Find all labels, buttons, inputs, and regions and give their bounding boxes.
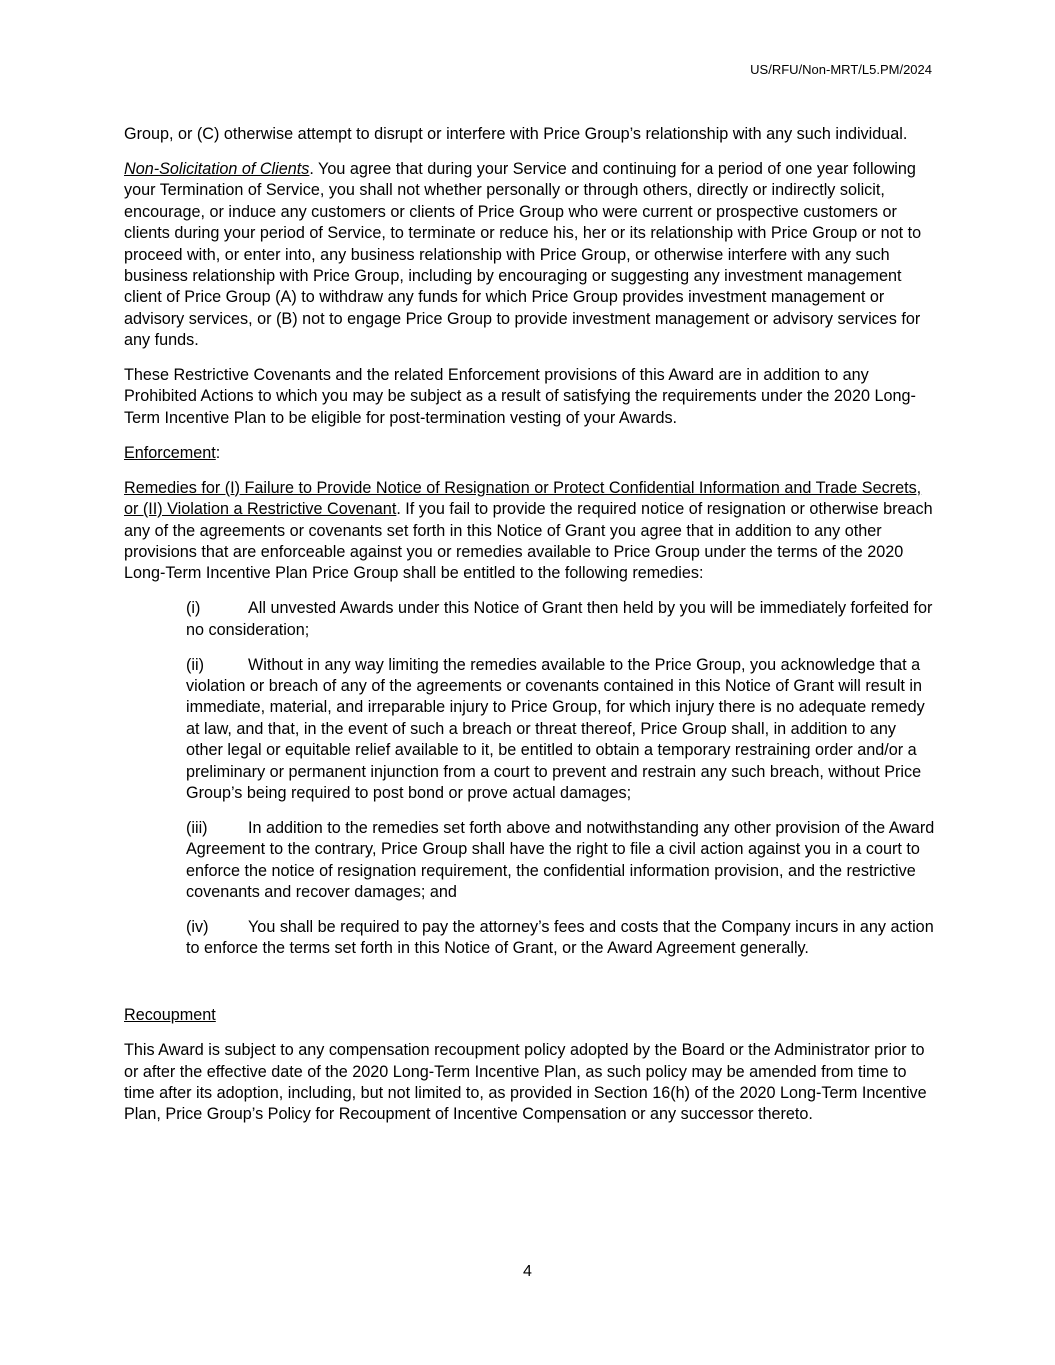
heading-enforcement: Enforcement xyxy=(124,443,216,462)
heading-recoupment: Recoupment xyxy=(124,1006,216,1025)
list-item-number: (iv) xyxy=(186,918,209,936)
list-item-number: (i) xyxy=(186,599,201,618)
list-item-text: In addition to the remedies set forth above and notwithstanding any other provision of the Award Agreement to the contrary, Price Group shall have the right to file a civil action against you in a court to enforce the notice of resignation requirement, the confidential information provision, and the restrictive covenants and recover damages; and xyxy=(186,818,935,902)
document-body xyxy=(124,124,936,1139)
paragraph-remedies xyxy=(124,478,936,585)
enforcement-suffix: : xyxy=(215,443,221,462)
list-item-iv xyxy=(186,917,936,960)
paragraph-non-solicitation xyxy=(124,159,936,352)
list-item-iii xyxy=(186,818,936,904)
section-spacer xyxy=(124,973,936,1005)
list-item-number: (iii) xyxy=(186,818,208,837)
paragraph-continuation: Group, or (C) otherwise attempt to disrupt or interfere with Price Group’s relationship with any such individual. xyxy=(124,125,908,143)
list-item-number: (ii) xyxy=(186,655,204,674)
list-item-i xyxy=(186,598,936,641)
text-remedies: . If you fail to provide the required notice of resignation or otherwise breach any of the agreements or covenants set forth in this Notice of Grant you agree that in addition to any other provisions that are enforceable against you or remedies available to Price Group under the terms of the 2020 Long-Term Incentive Plan Price Group shall be entitled to the following remedies: xyxy=(124,500,933,583)
heading-non-solicitation: Non-Solicitation of Clients xyxy=(124,159,310,178)
list-item-text: You shall be required to pay the attorney’s fees and costs that the Company incurs in any action to enforce the terms set forth in this Notice of Grant, or the Award Agreement generally. xyxy=(186,918,934,958)
list-item-text: Without in any way limiting the remedies available to the Price Group, you acknowledge that a violation or breach of any of the agreements or covenants contained in this Notice of Grant will result in immediate, material, and irreparable injury to Price Group, for which injury there is no adequate remedy at law, and that, in the event of such a breach or threat thereof, Price Group shall, in addition to any other legal or equitable relief available to it, be entitled to obtain a temporary restraining order and/or a preliminary or permanent injunction from a court to prevent and restrain any such breach, without Price Group’s being required to post bond or prove actual damages; xyxy=(186,655,925,802)
list-item-ii xyxy=(186,655,936,805)
list-item-text: All unvested Awards under this Notice of Grant then held by you will be immediately forfeited for no consideration; xyxy=(186,599,933,639)
document-id: US/RFU/Non-MRT/L5.PM/2024 xyxy=(750,62,932,77)
paragraph-restrictive-covenants: These Restrictive Covenants and the related Enforcement provisions of this Award are in addition to any Prohibited Actions to which you may be subject as a result of satisfying the requirements under the 2020 Long-Term Incentive Plan to be eligible for post-termination vesting of your Awards. xyxy=(124,366,916,427)
page-number: 4 xyxy=(523,1263,532,1280)
paragraph-enforcement xyxy=(124,443,936,464)
text-non-solicitation: . You agree that during your Service and continuing for a period of one year following your Termination of Service, you shall not whether personally or through others, directly or indirectly solicit, encourage, or induce any customers or clients of Price Group who were current or prospective customers or clients during your period of Service, to terminate or reduce his, her or its relationship with Price Group or not to proceed with, or enter into, any business relationship with Price Group, or otherwise interfere with any such business relationship with Price Group, including by encouraging or suggesting any investment management client of Price Group (A) to withdraw any funds for which Price Group provides investment management or advisory services, or (B) not to engage Price Group to provide investment management or advisory services for any funds. xyxy=(124,159,922,350)
paragraph-recoupment-heading xyxy=(124,1005,936,1026)
paragraph-recoupment: This Award is subject to any compensation recoupment policy adopted by the Board or the Administrator prior to or after the effective date of the 2020 Long-Term Incentive Plan, as such policy may be amended from time to time after its adoption, including, but not limited to, as provided in Section 16(h) of the 2020 Long-Term Incentive Plan, Price Group’s Policy for Recoupment of Incentive Compensation or any successor thereto. xyxy=(124,1041,927,1124)
heading-remedies: Remedies for (I) Failure to Provide Notice of Resignation or Protect Confidential Information and Trade Secrets, or (II) Violation a Restrictive Covenant xyxy=(124,478,922,519)
